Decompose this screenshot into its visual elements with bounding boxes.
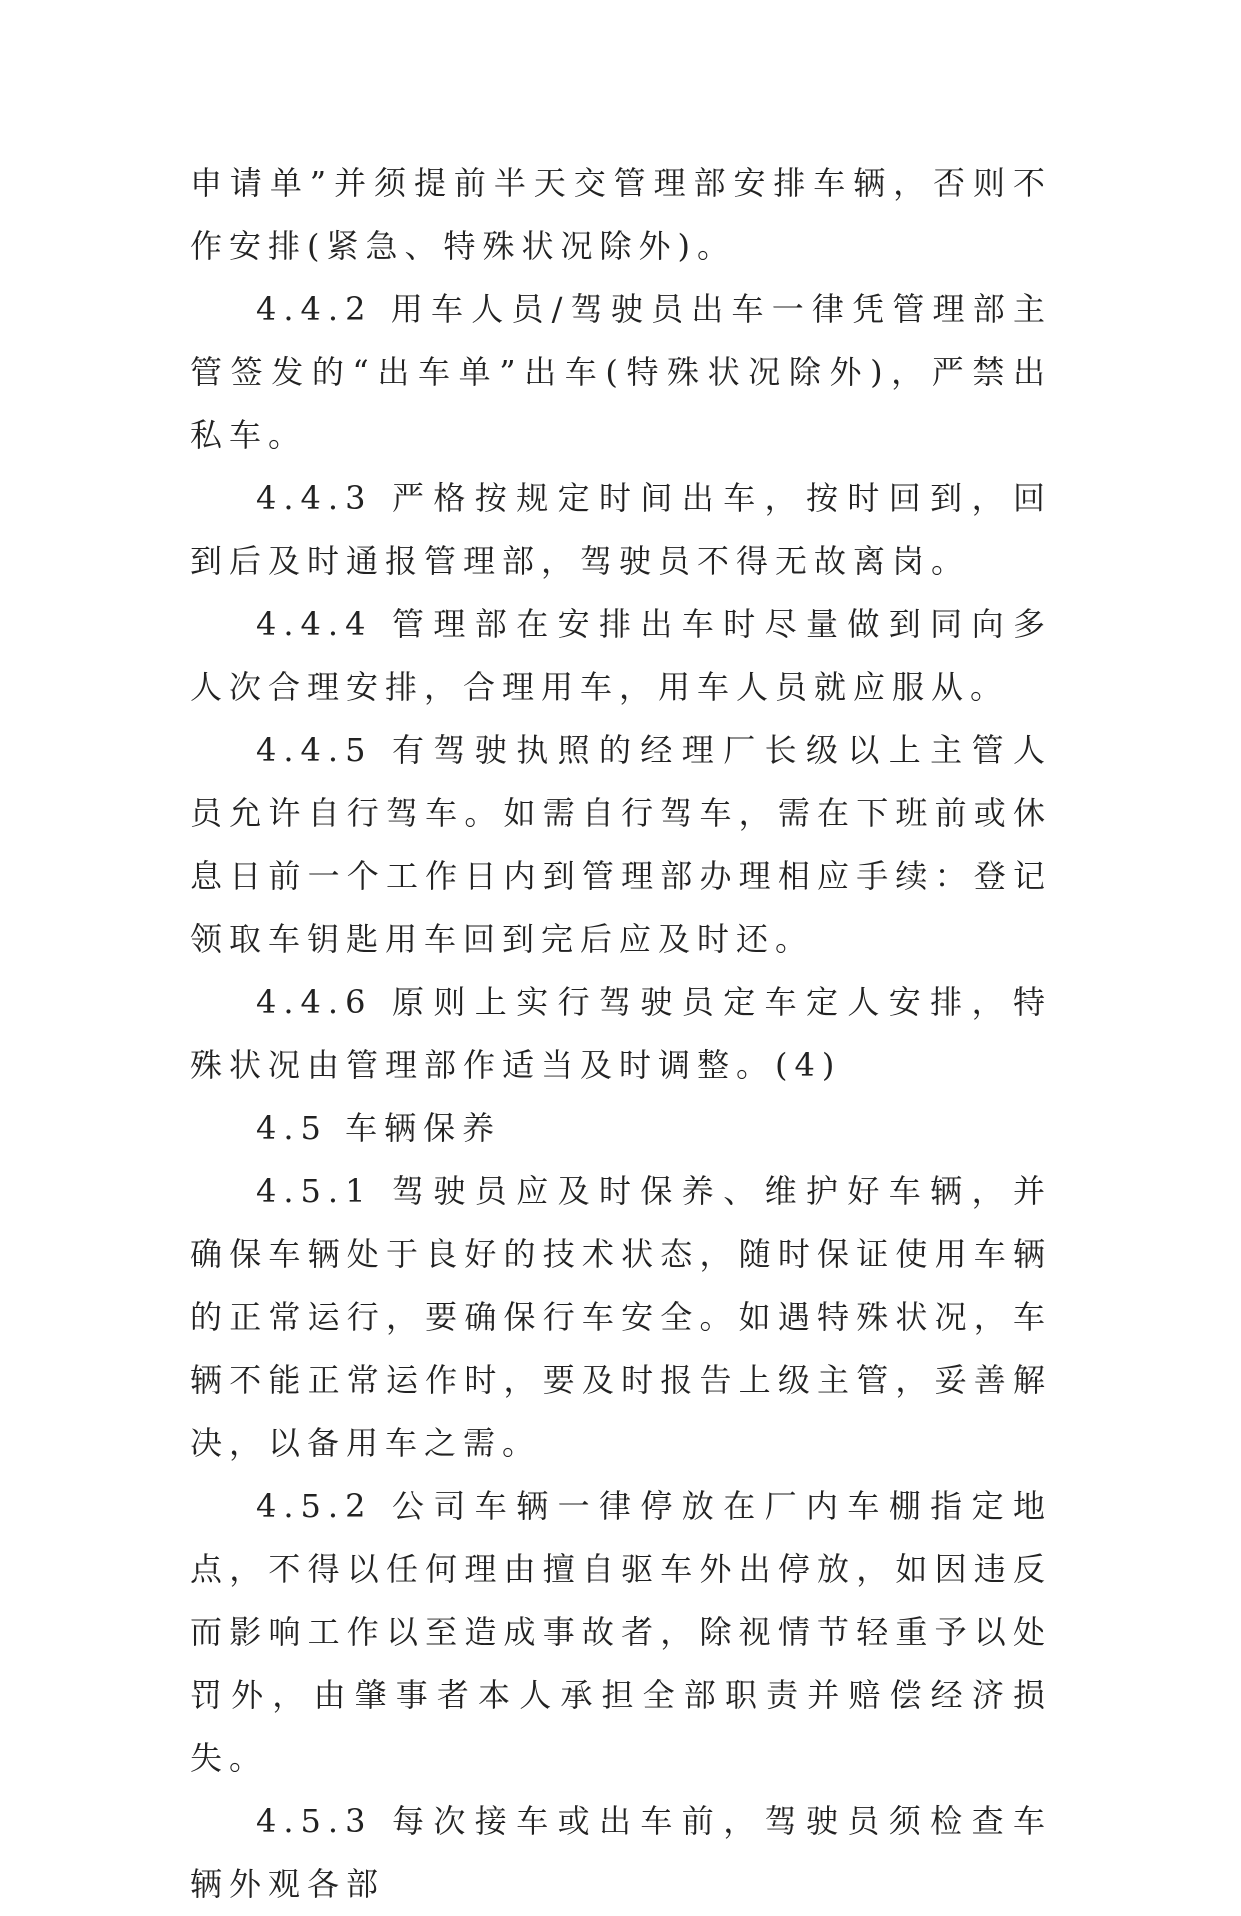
paragraph-4-5-1: 4.5.1 驾驶员应及时保养、维护好车辆，并确保车辆处于良好的技术状态，随时保证使用车辆的正常运行，要确保行车安全。如遇特殊状况，车辆不能正常运作时，要及时报告上级主管，妥善解决，以备用车之需。 [190, 1172, 1052, 1462]
paragraph-4-4-5: 4.4.5 有驾驶执照的经理厂长级以上主管人员允许自行驾车。如需自行驾车，需在下班前或休息日前一个工作日内到管理部办理相应手续：登记领取车钥匙用车回到完后应及时还。 [190, 731, 1052, 958]
paragraph-4-5-2: 4.5.2 公司车辆一律停放在厂内车棚指定地点，不得以任何理由擅自驱车外出停放，如因违反而影响工作以至造成事故者，除视情节轻重予以处罚外，由肇事者本人承担全部职责并赔偿经济损失。 [190, 1487, 1052, 1777]
paragraph-4-4-6: 4.4.6 原则上实行驾驶员定车定人安排，特殊状况由管理部作适当及时调整。(4) [190, 983, 1052, 1084]
paragraph-4-4-3: 4.4.3 严格按规定时间出车，按时回到，回到后及时通报管理部，驾驶员不得无故离岗。 [190, 479, 1052, 580]
paragraph-4-4-4: 4.4.4 管理部在安排出车时尽量做到同向多人次合理安排，合理用车，用车人员就应服从。 [190, 605, 1052, 706]
paragraph-4-5-3: 4.5.3 每次接车或出车前，驾驶员须检查车辆外观各部 [190, 1802, 1052, 1903]
section-heading-4-5: 4.5 车辆保养 [256, 1109, 502, 1147]
paragraph-4-4-2: 4.4.2 用车人员/驾驶员出车一律凭管理部主管签发的“出车单”出车(特殊状况除外)，严禁出私车。 [190, 290, 1052, 454]
document-page [190, 152, 1052, 1916]
paragraph-continuation: 申请单”并须提前半天交管理部安排车辆，否则不作安排(紧急、特殊状况除外)。 [190, 164, 1052, 265]
